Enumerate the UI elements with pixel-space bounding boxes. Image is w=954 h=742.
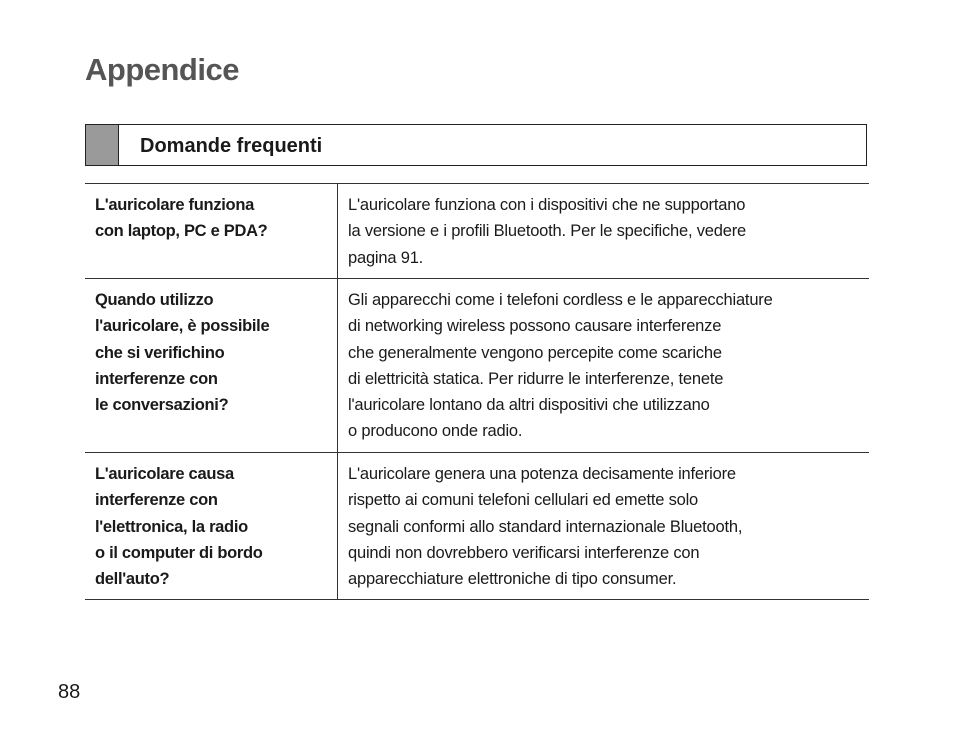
faq-table (85, 183, 869, 600)
faq-answer: L'auricolare genera una potenza decisamente inferiore rispetto ai comuni telefoni cellulari ed emette solo segnali conformi allo standard internazionale Bluetooth, quindi non dovrebbero verificarsi interferenze con apparecchiature elettroniche di tipo consumer. (348, 465, 743, 589)
section-title: Domande frequenti (140, 135, 323, 157)
section-marker-block (86, 125, 119, 165)
faq-question: L'auricolare funziona con laptop, PC e PDA? (85, 184, 338, 278)
faq-question: L'auricolare causa interferenze con l'elettronica, la radio o il computer di bordo dell'auto? (85, 453, 338, 599)
faq-row (85, 279, 869, 453)
section-header (85, 124, 867, 166)
page-title: Appendice (85, 52, 239, 87)
page-number: 88 (58, 681, 81, 703)
faq-row (85, 184, 869, 279)
faq-question: Quando utilizzo l'auricolare, è possibile che si verifichino interferenze con le conversazioni? (85, 279, 338, 452)
faq-answer: Gli apparecchi come i telefoni cordless e le apparecchiature di networking wireless possono causare interferenze che generalmente vengono percepite come scariche di elettricità statica. Per ridurre le interferenze, tenete l'auricolare lontano da altri dispositivi che utilizzano o producono onde radio. (348, 291, 773, 441)
faq-row (85, 453, 869, 600)
faq-answer: L'auricolare funziona con i dispositivi che ne supportano la versione e i profili Bluetooth. Per le specifiche, vedere pagina 91. (348, 196, 746, 267)
